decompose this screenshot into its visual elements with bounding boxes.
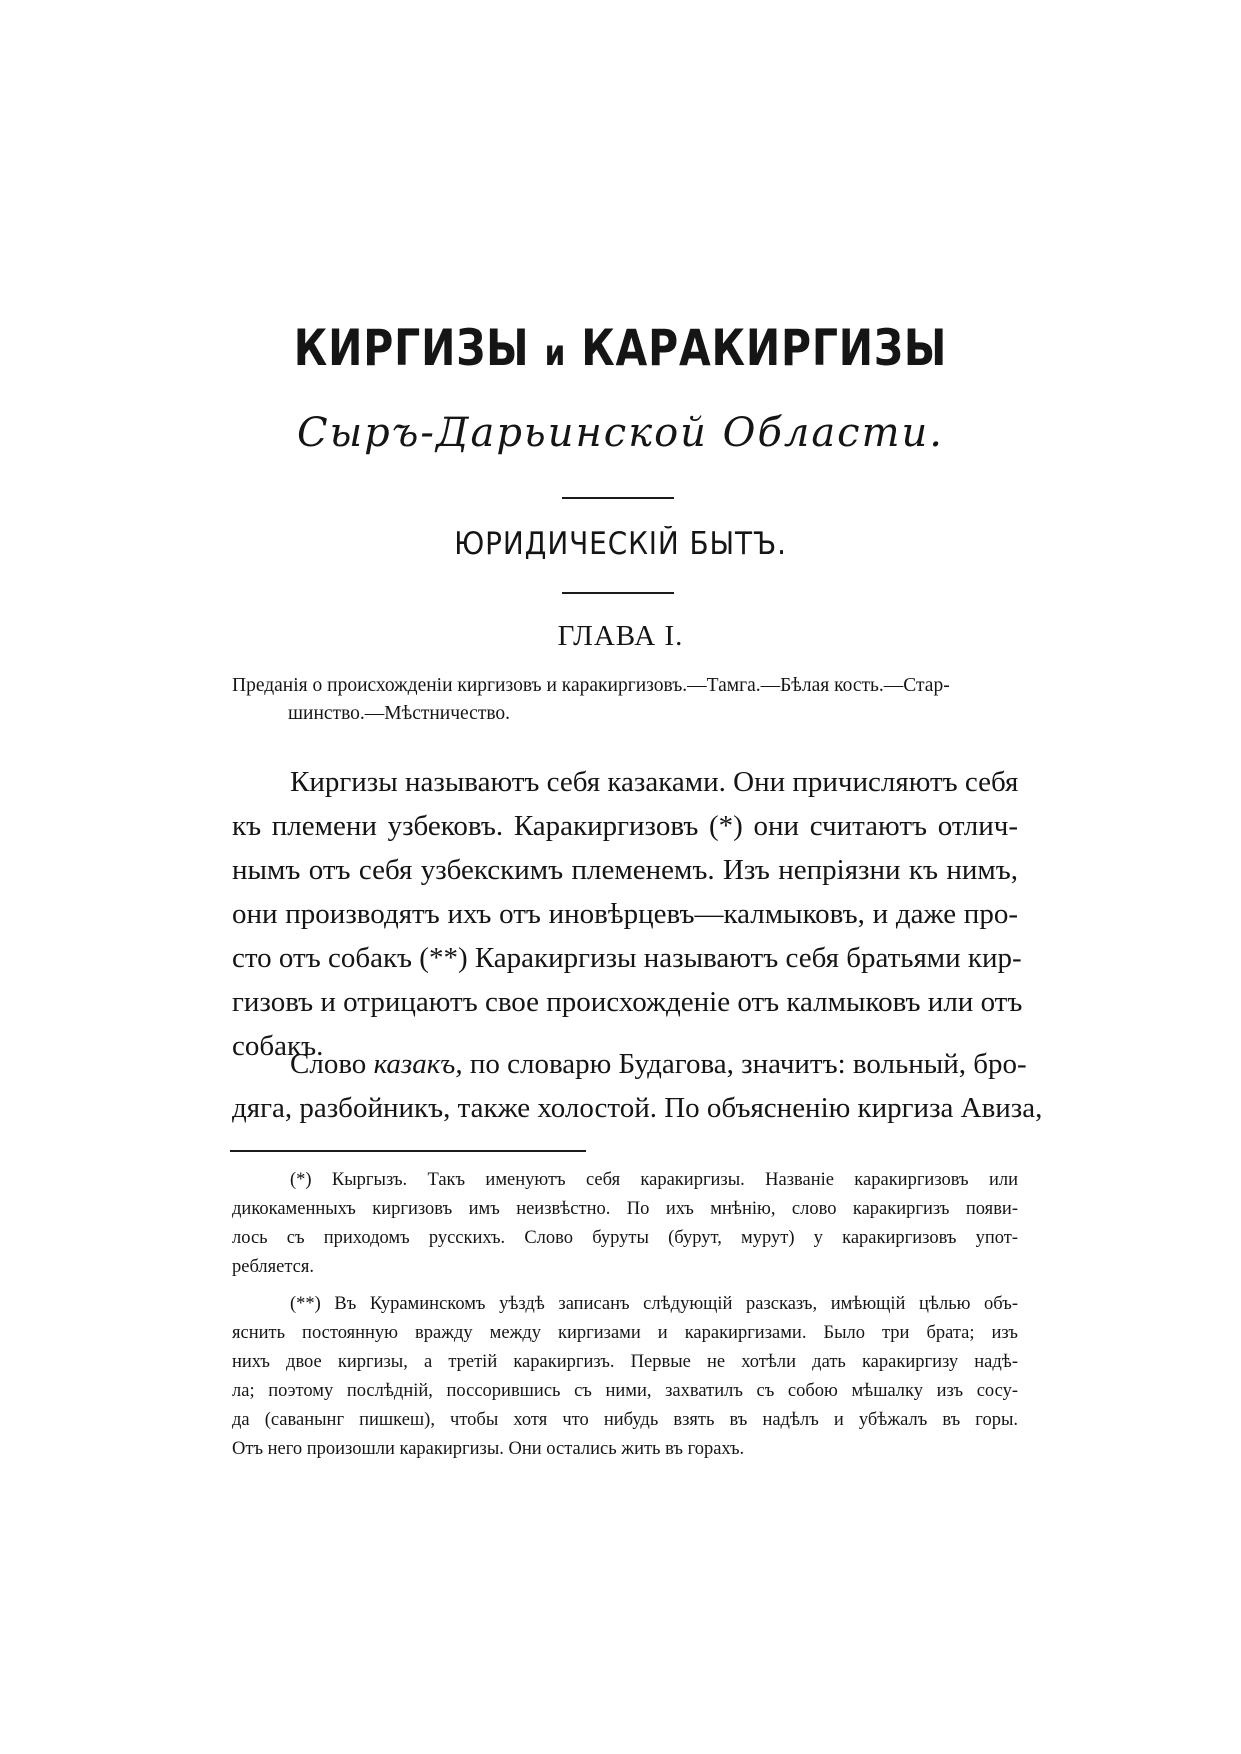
divider-bottom bbox=[562, 592, 674, 594]
summary-line: Преданія о происхожденіи киргизовъ и каракиргизовъ.—Тамга.—Бѣлая кость.—Стар- bbox=[232, 675, 950, 696]
paragraph-2 bbox=[232, 1042, 1043, 1130]
footnote-line: дикокаменныхъ киргизовъ имъ неизвѣстно. По ихъ мнѣнію, слово каракиргизъ появи- bbox=[232, 1199, 1018, 1219]
section-title: ЮРИДИЧЕСКІЙ БЫТЪ. bbox=[454, 526, 787, 562]
paragraph-line: Киргизы называютъ себя казаками. Они причисляютъ себя bbox=[290, 766, 1019, 798]
paragraph-line: гизовъ и отрицаютъ свое происхожденіе отъ калмыковъ или отъ bbox=[232, 986, 1023, 1018]
subtitle: Сыръ-Дарьинской Области. bbox=[296, 410, 944, 456]
footnote-line: лось съ приходомъ русскихъ. Слово буруты (бурут, мурут) у каракиргизовъ упот- bbox=[232, 1228, 1018, 1248]
footnote-line: (**) Въ Кураминскомъ уѣздѣ записанъ слѣдующій разсказъ, имѣющій цѣлью объ- bbox=[290, 1294, 1018, 1314]
title-conjunction: и bbox=[544, 333, 567, 374]
footnotes bbox=[232, 1166, 1018, 1464]
paragraph-line: дяга, разбойникъ, также холостой. По объясненію киргиза Авиза, bbox=[232, 1092, 1043, 1124]
footnote-line: да (саванынг пишкеш), чтобы хотя что нибудь взять въ надѣлъ и убѣжалъ въ горы. bbox=[232, 1410, 1018, 1430]
title-part-2: КАРАКИРГИЗЫ bbox=[581, 319, 948, 377]
title-part-1: КИРГИЗЫ bbox=[293, 319, 530, 377]
footnote-line: ла; поэтому послѣдній, поссорившись съ ними, захватилъ съ собою мѣшалку изъ сосу- bbox=[232, 1381, 1018, 1401]
main-title bbox=[112, 318, 1130, 384]
paragraph-line: собакъ. bbox=[232, 1030, 324, 1062]
divider-top bbox=[562, 497, 674, 499]
paragraph-line: къ племени узбековъ. Каракиргизовъ (*) они считаютъ отлич- bbox=[232, 810, 1018, 842]
paragraph-1 bbox=[232, 760, 1023, 1068]
footnote-1 bbox=[232, 1166, 1018, 1282]
paragraph-line: нымъ отъ себя узбекскимъ племенемъ. Изъ непріязни къ нимъ, bbox=[232, 854, 1018, 886]
emphasized-word-kazak: казакъ, bbox=[373, 1048, 463, 1080]
footnote-line: (*) Кыргызъ. Такъ именуютъ себя каракиргизы. Названіе каракиргизовъ или bbox=[290, 1170, 1018, 1190]
paragraph-line-rest: по словарю Будагова, значитъ: вольный, бро- bbox=[469, 1048, 1027, 1080]
summary-line: шинство.—Мѣстничество. bbox=[288, 703, 511, 724]
footnote-line: нихъ двое киргизы, а третій каракиргизъ. Первые не хотѣли дать каракиргизу надѣ- bbox=[232, 1352, 1018, 1372]
footnote-line: Отъ него произошли каракиргизы. Они остались жить въ горахъ. bbox=[232, 1439, 745, 1459]
chapter-summary bbox=[232, 672, 1012, 728]
paragraph-line: они производятъ ихъ отъ иновѣрцевъ—калмыковъ, и даже про- bbox=[232, 898, 1018, 930]
word-slovo: Слово bbox=[290, 1048, 367, 1080]
paragraph-line bbox=[232, 1042, 1027, 1086]
paragraph-line: сто отъ собакъ (**) Каракиргизы называютъ себя братьями кир- bbox=[232, 942, 1022, 974]
footnote-line: ребляется. bbox=[232, 1257, 315, 1277]
footnote-line: яснить постоянную вражду между киргизами и каракиргизами. Было три брата; изъ bbox=[232, 1323, 1018, 1343]
chapter-heading: ГЛАВА I. bbox=[557, 620, 684, 652]
footnote-separator bbox=[230, 1150, 586, 1152]
footnote-2 bbox=[232, 1290, 1018, 1464]
